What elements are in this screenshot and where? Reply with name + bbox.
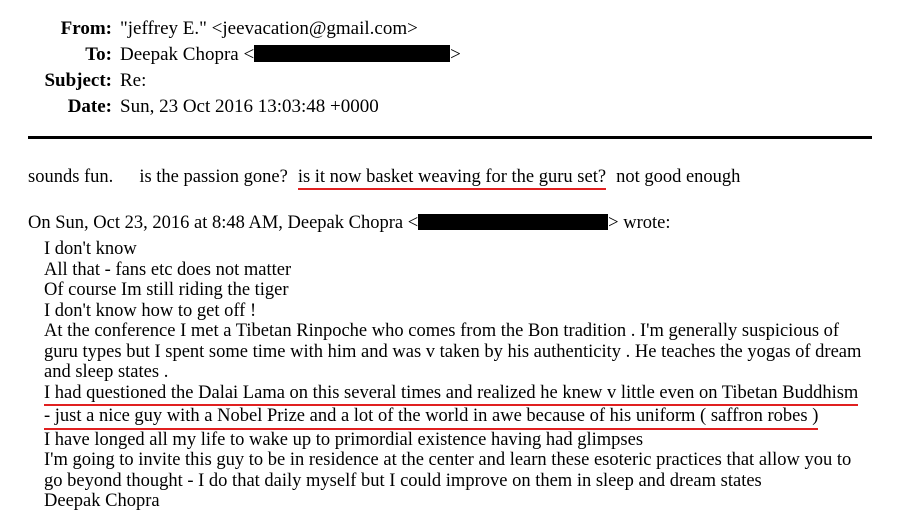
from-value: "jeffrey E." <jeevacation@gmail.com>: [120, 18, 418, 39]
quoted-line: All that - fans etc does not matter: [44, 259, 292, 280]
to-label: To:: [85, 44, 112, 65]
to-value-prefix: Deepak Chopra <: [120, 44, 255, 65]
signature: Deepak Chopra: [44, 491, 160, 511]
email-body: [0, 139, 900, 512]
reply-part-2: is the passion gone?: [139, 167, 288, 187]
date-label: Date:: [67, 96, 112, 117]
quoted-line: go beyond thought - I do that daily myself but I could improve on them in sleep and dream states: [44, 470, 762, 491]
highlighted-line: I had questioned the Dalai Lama on this several times and realized he knew v little even on Tibetan Buddhism: [44, 383, 858, 407]
reply-part-3-highlighted: is it now basket weaving for the guru set?: [298, 167, 606, 190]
quoted-line: guru types but I spent some time with him and was v taken by his authenticity . He teaches the yogas of dream: [44, 341, 862, 362]
quoted-line: Of course Im still riding the tiger: [44, 280, 289, 300]
reply-part-1: sounds fun.: [28, 167, 114, 187]
redaction-bar-to: [254, 45, 450, 62]
header-row-subject: [0, 68, 900, 94]
highlighted-passage: [44, 383, 872, 430]
reply-text-line: [28, 165, 872, 189]
highlighted-line: - just a nice guy with a Nobel Prize and a lot of the world in awe because of his uniform ( saffron robes ): [44, 406, 818, 430]
header-row-to: [0, 42, 900, 68]
quote-attribution: [28, 211, 872, 235]
reply-part-4: not good enough: [616, 167, 741, 187]
quoted-line: I have longed all my life to wake up to primordial existence having had glimpses: [44, 429, 644, 450]
quoted-line: I'm going to invite this guy to be in residence at the center and learn these esoteric practices that allow you to: [44, 450, 852, 470]
email-header-block: [0, 0, 900, 120]
subject-value: Re:: [120, 70, 147, 91]
date-value: Sun, 23 Oct 2016 13:03:48 +0000: [120, 96, 379, 117]
quoted-line: and sleep states .: [44, 362, 169, 382]
subject-label: Subject:: [44, 70, 112, 91]
header-row-date: [0, 94, 900, 120]
from-label: From:: [60, 18, 112, 39]
redaction-bar-attribution: [418, 214, 608, 230]
quoted-line: I don't know: [44, 239, 137, 259]
attribution-prefix: On Sun, Oct 23, 2016 at 8:48 AM, Deepak Chopra <: [28, 213, 419, 233]
quoted-line: At the conference I met a Tibetan Rinpoche who comes from the Bon tradition . I'm generally suspicious of: [44, 321, 840, 341]
to-value-suffix: >: [450, 44, 461, 65]
quoted-line: I don't know how to get off !: [44, 300, 257, 321]
attribution-suffix: > wrote:: [608, 213, 671, 233]
quoted-message: [28, 239, 872, 512]
header-row-from: [0, 16, 900, 42]
to-value: [120, 42, 461, 68]
